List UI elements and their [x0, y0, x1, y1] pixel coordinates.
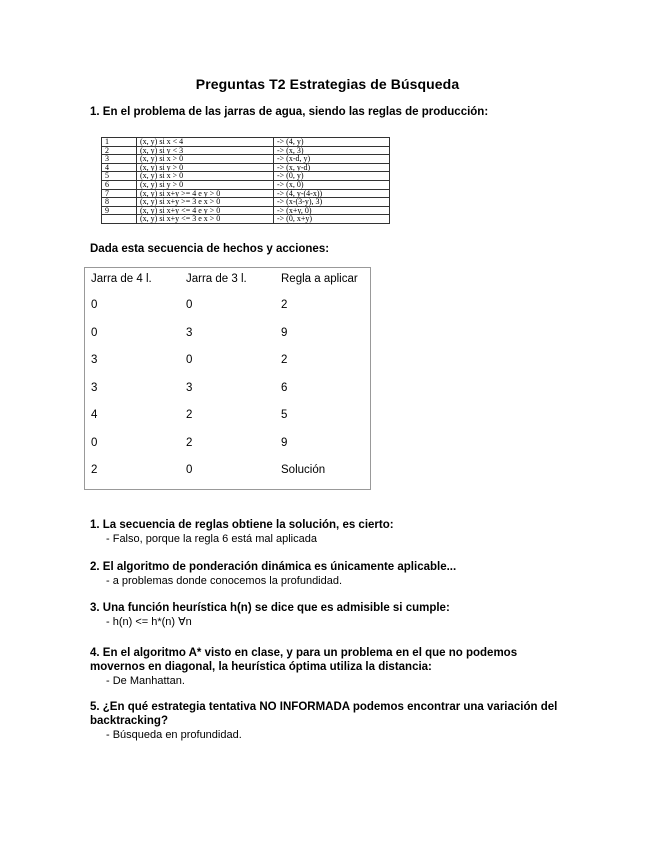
- sequence-header-regla: Regla a aplicar: [281, 273, 358, 285]
- page-title: Preguntas T2 Estrategias de Búsqueda: [195, 76, 460, 92]
- sequence-cell: 0: [186, 464, 193, 476]
- sequence-header-jarra-3: Jarra de 3 l.: [186, 273, 247, 285]
- qa-item: [90, 700, 570, 742]
- sequence-cell: 6: [281, 381, 288, 394]
- sequence-cell: Solución: [281, 464, 326, 476]
- sequence-cell: 4: [91, 409, 98, 421]
- sequence-header-jarra-4: Jarra de 4 l.: [91, 273, 152, 285]
- rule-condition: (x, y) si y > 0: [137, 180, 274, 189]
- rule-result: -> (0, y): [274, 172, 390, 181]
- question-text: 4. En el algoritmo A* visto en clase, y para un problema en el que no podemos movernos en diagonal, la heurística óptima utiliza la distancia:: [90, 647, 518, 673]
- sequence-label: Dada esta secuencia de hechos y acciones:: [90, 243, 330, 255]
- rule-row: [102, 163, 390, 172]
- answer-text: - h(n) <= h*(n) ∀n: [106, 616, 192, 628]
- sequence-cell: 2: [186, 436, 193, 449]
- rule-number: 8: [102, 198, 137, 207]
- sequence-cell: 3: [91, 381, 98, 394]
- rule-result: -> (x-(3-y), 3): [274, 198, 390, 207]
- rule-number: 7: [102, 189, 137, 198]
- sequence-cell: 0: [91, 299, 98, 311]
- sequence-cell: 0: [91, 436, 98, 449]
- rule-row: [102, 155, 390, 164]
- rule-result: -> (0, x+y): [274, 215, 390, 224]
- sequence-cell: 2: [281, 299, 288, 311]
- answer-text: - De Manhattan.: [106, 675, 185, 687]
- rule-row: [102, 206, 390, 215]
- rule-result: -> (x, y-d): [274, 163, 390, 172]
- rule-result: -> (x+y, 0): [274, 206, 390, 215]
- sequence-table: [84, 267, 371, 490]
- rule-row: [102, 215, 390, 224]
- rule-number: [102, 215, 137, 224]
- sequence-cell: 3: [186, 381, 193, 394]
- sequence-cell: 9: [281, 436, 288, 449]
- production-rules-table: [101, 137, 390, 224]
- rule-number: 2: [102, 146, 137, 155]
- sequence-cell: 0: [91, 326, 98, 339]
- rule-condition: (x, y) si x < 4: [137, 138, 274, 147]
- question-text: 5. ¿En qué estrategia tentativa NO INFORMADA podemos encontrar una variación del backtracking?: [90, 701, 558, 727]
- qa-item: [90, 601, 570, 629]
- sequence-cell: 5: [281, 409, 288, 421]
- rule-result: -> (x, 0): [274, 180, 390, 189]
- rule-condition: (x, y) si y > 0: [137, 163, 274, 172]
- rule-result: -> (4, y): [274, 138, 390, 147]
- sequence-cell: 2: [281, 354, 288, 366]
- rule-number: 4: [102, 163, 137, 172]
- rule-condition: (x, y) si x > 0: [137, 172, 274, 181]
- rule-condition: (x, y) si x+y <= 4 e y > 0: [137, 206, 274, 215]
- question-1-statement: 1. En el problema de las jarras de agua, siendo las reglas de producción:: [90, 106, 489, 118]
- rule-row: [102, 146, 390, 155]
- rule-row: [102, 189, 390, 198]
- rule-number: 3: [102, 155, 137, 164]
- sequence-cell: 3: [91, 354, 98, 366]
- answer-text: - a problemas donde conocemos la profundidad.: [106, 575, 343, 587]
- qa-item: [90, 518, 570, 546]
- rule-condition: (x, y) si x+y >= 4 e y > 0: [137, 189, 274, 198]
- rule-result: -> (x-d, y): [274, 155, 390, 164]
- rule-number: 6: [102, 180, 137, 189]
- sequence-cell: 0: [186, 354, 193, 366]
- rule-number: 1: [102, 138, 137, 147]
- rule-row: [102, 180, 390, 189]
- rule-condition: (x, y) si x > 0: [137, 155, 274, 164]
- rule-row: [102, 198, 390, 207]
- sequence-cell: 2: [186, 409, 193, 421]
- sequence-cell: 3: [186, 326, 193, 339]
- question-text: 3. Una función heurística h(n) se dice que es admisible si cumple:: [90, 602, 450, 614]
- question-text: 2. El algoritmo de ponderación dinámica es únicamente aplicable...: [90, 561, 457, 573]
- qa-item: [90, 646, 570, 688]
- rule-row: [102, 172, 390, 181]
- rule-condition: (x, y) si x+y <= 3 e x > 0: [137, 215, 274, 224]
- rule-number: 9: [102, 206, 137, 215]
- rule-result: -> (4, y-(4-x)): [274, 189, 390, 198]
- rule-result: -> (x, 3): [274, 146, 390, 155]
- rule-row: [102, 138, 390, 147]
- sequence-cell: 9: [281, 326, 288, 339]
- question-text: 1. La secuencia de reglas obtiene la solución, es cierto:: [90, 519, 394, 531]
- sequence-cell: 0: [186, 299, 193, 311]
- rule-number: 5: [102, 172, 137, 181]
- answer-text: - Falso, porque la regla 6 está mal aplicada: [106, 533, 317, 545]
- sequence-cell: 2: [91, 464, 98, 476]
- rule-condition: (x, y) si y < 3: [137, 146, 274, 155]
- rule-condition: (x, y) si x+y >= 3 e x > 0: [137, 198, 274, 207]
- answer-text: - Búsqueda en profundidad.: [106, 729, 242, 741]
- qa-item: [90, 560, 570, 588]
